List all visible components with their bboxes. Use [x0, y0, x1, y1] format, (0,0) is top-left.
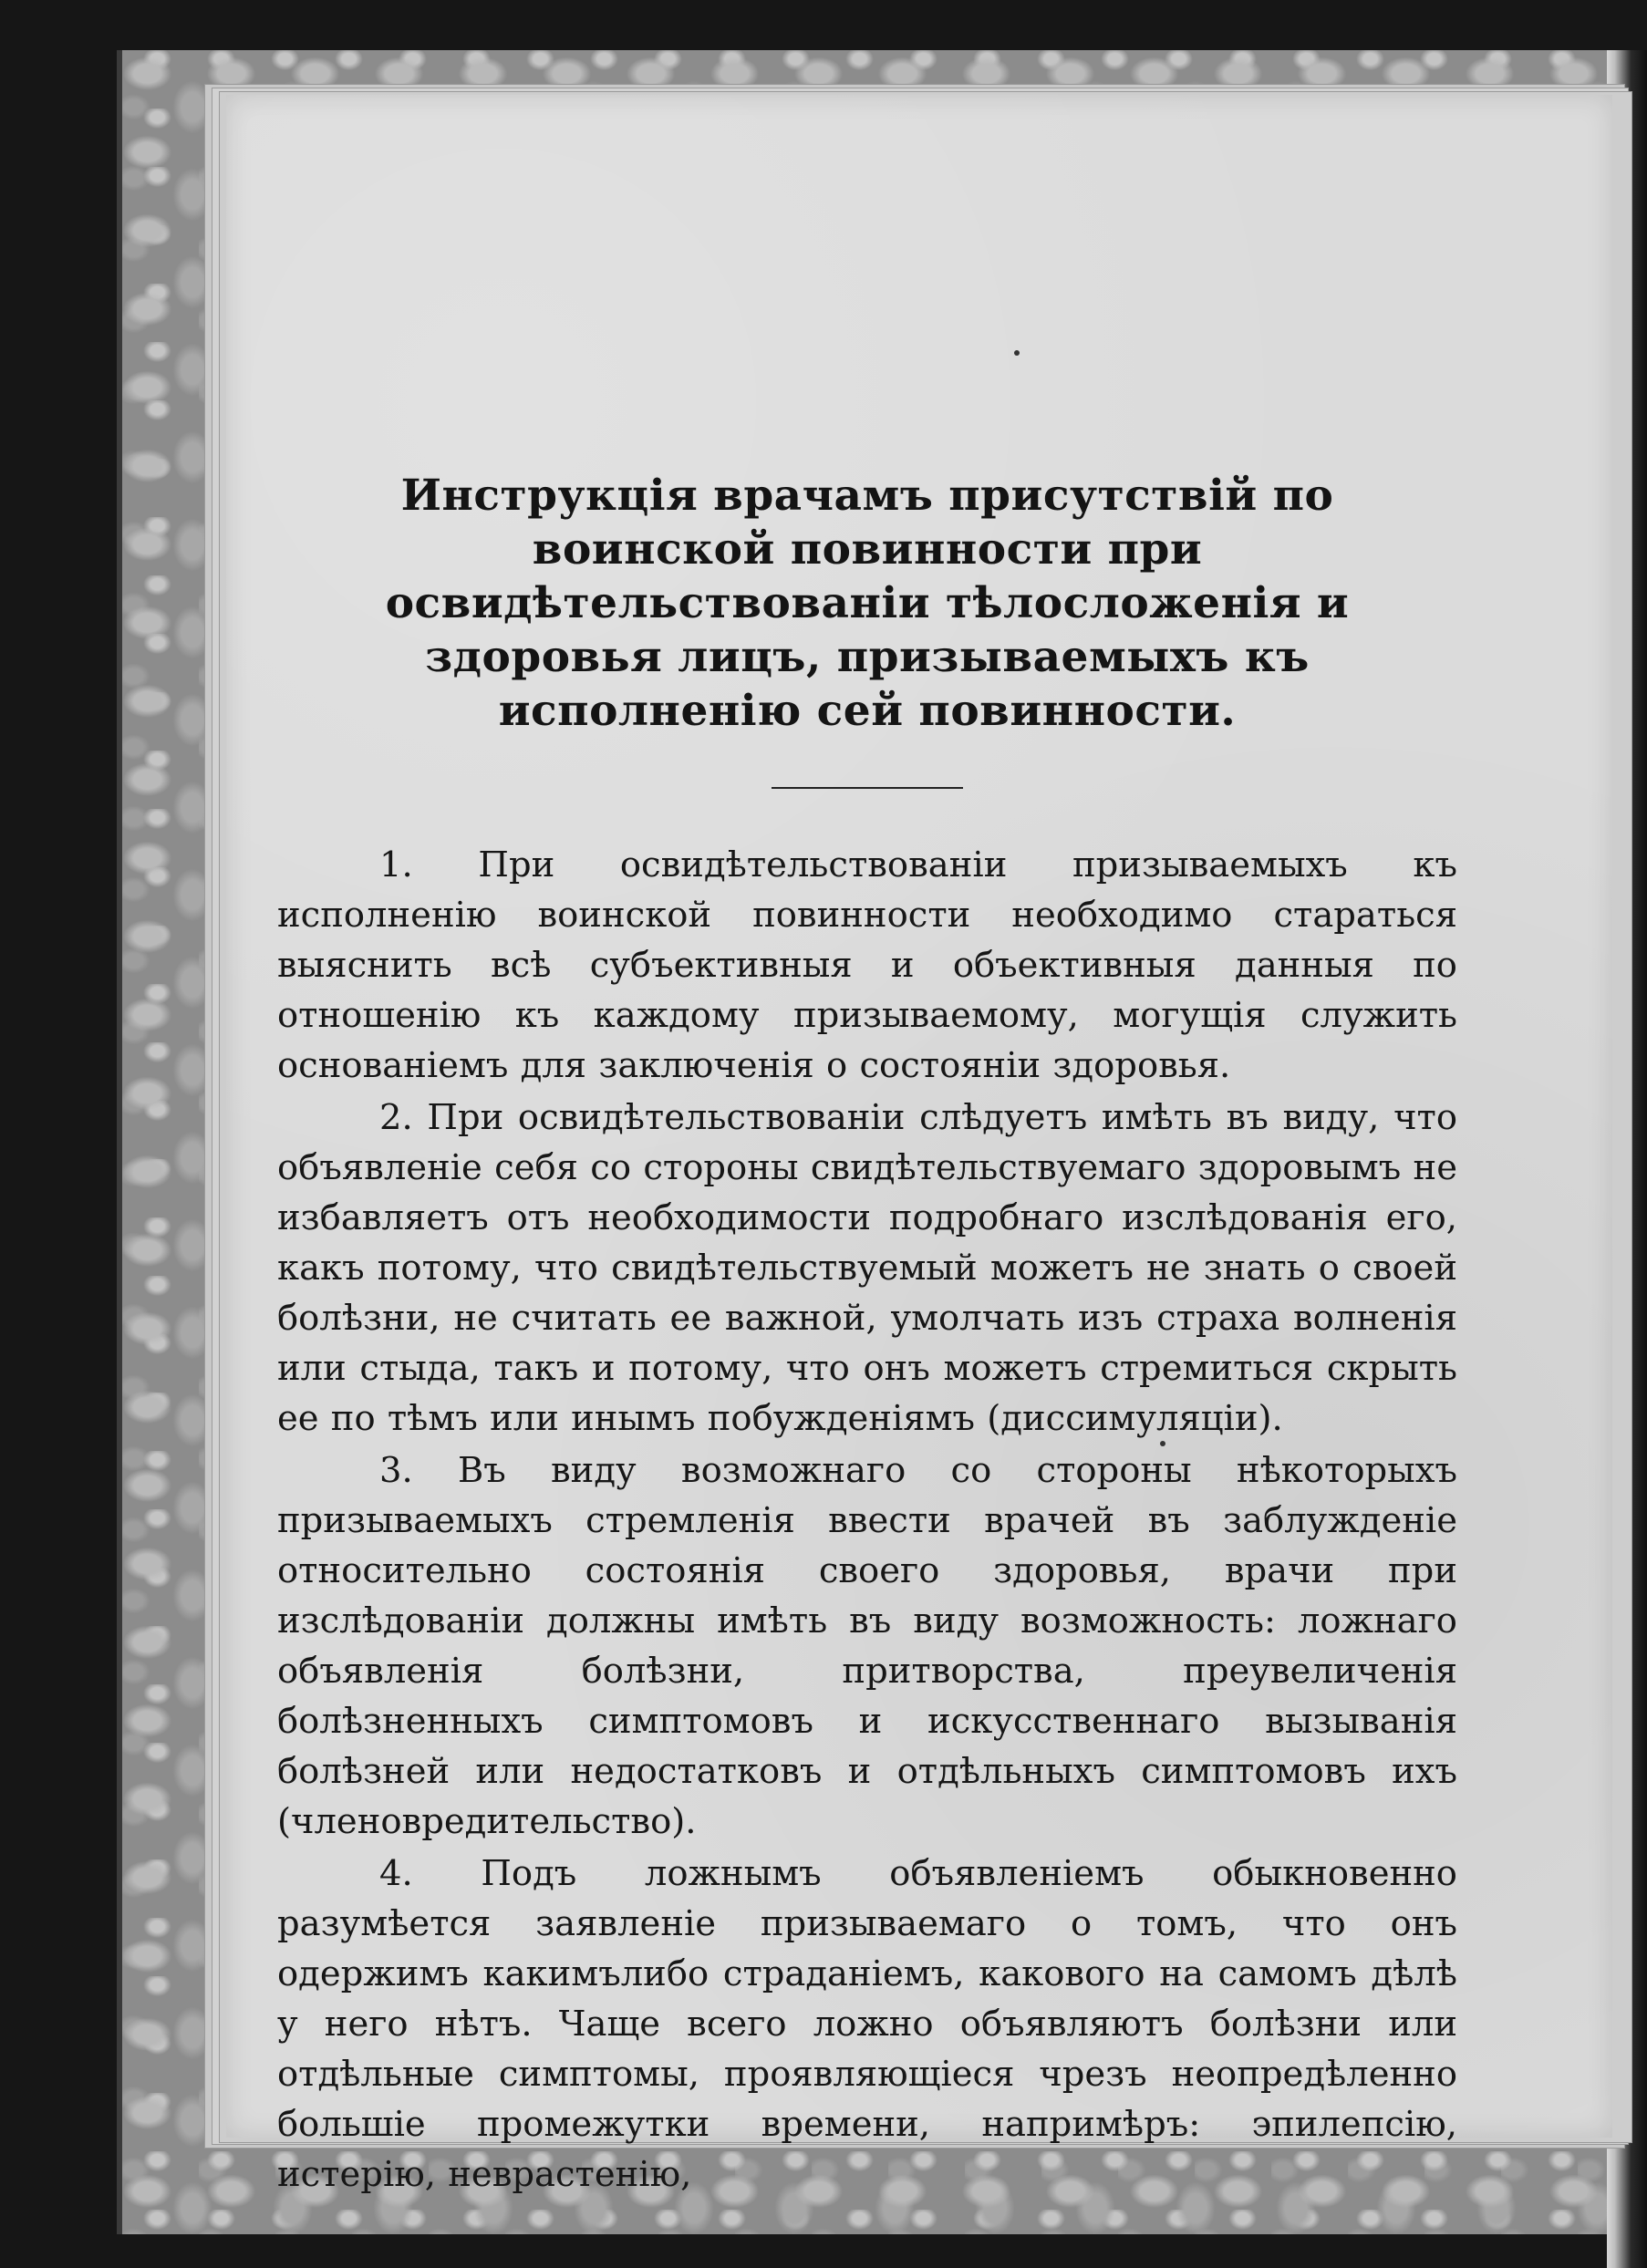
- document-title: Инструкція врачамъ присутствій по воинской повинности при освидѣтельствованіи тѣлосложенія и здоровья лицъ, призываемыхъ къ исполненію сей повинности.: [385, 471, 1350, 736]
- paragraph-4: 4. Подъ ложнымъ объявленіемъ обыкновенно разумѣется заявленіе призываемаго о томъ, что онъ одержимъ какимълибо страданіемъ, какового на самомъ дѣлѣ у него нѣтъ. Чаще всего ложно объявляютъ болѣзни или отдѣльные симптомы, проявляющіеся чрезъ неопредѣленно большіе промежутки времени, напримѣръ: эпилепсію, истерію, неврастенію,: [277, 1853, 1457, 2195]
- page-text-block: [277, 469, 1457, 2201]
- title-divider: [772, 787, 963, 789]
- print-speck: [1014, 350, 1020, 356]
- book-page: [226, 95, 1612, 2195]
- paragraph-3: 3. Въ виду возможнаго со стороны нѣкоторыхъ призываемыхъ стремленія ввести врачей въ заблужденіе относительно состоянія своего здоровья, врачи при изслѣдованіи должны имѣть въ виду возможность: ложнаго объявленія болѣзни, притворства, преувеличенія болѣзненныхъ симптомовъ и искусственнаго вызыванія болѣзней или недостатковъ и отдѣльныхъ симптомовъ ихъ (членовредительство).: [277, 1450, 1457, 1842]
- paragraph-1: 1. При освидѣтельствованіи призываемыхъ къ исполненію воинской повинности необходимо стараться выяснить всѣ субъективныя и объективныя данныя по отношенію къ каждому призываемому, могущія служить основаніемъ для заключенія о состояніи здоровья.: [277, 844, 1457, 1086]
- paragraph-2: 2. При освидѣтельствованіи слѣдуетъ имѣть въ виду, что объявленіе себя со стороны свидѣтельствуемаго здоровымъ не избавляетъ отъ необходимости подробнаго изслѣдованія его, какъ потому, что свидѣтельствуемый можетъ не знать о своей болѣзни, не считать ее важной, умолчать изъ страха волненія или стыда, такъ и потому, что онъ можетъ стремиться скрыть ее по тѣмъ или инымъ побужденіямъ (диссимуляціи).: [277, 1097, 1457, 1439]
